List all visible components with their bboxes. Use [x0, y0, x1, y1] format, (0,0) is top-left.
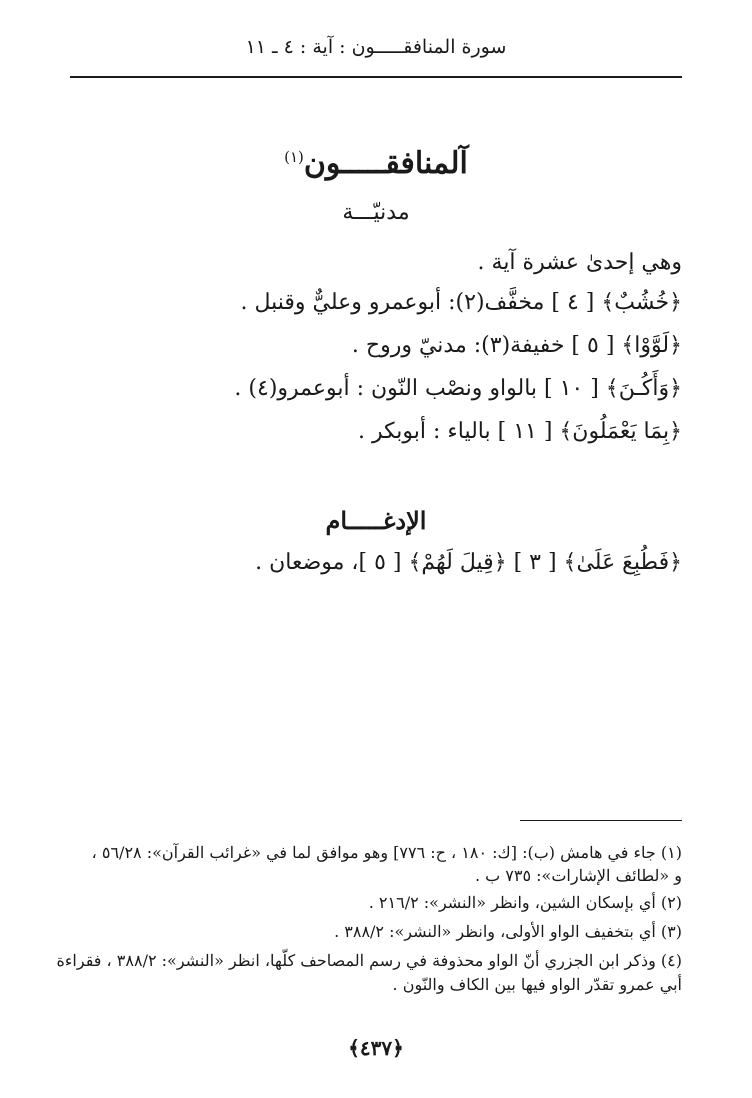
page-number: ﴿٤٣٧﴾: [348, 1036, 404, 1060]
footnote-divider: [520, 820, 682, 821]
surah-title: [0, 146, 752, 181]
verse-count-line: وهي إحدىٰ عشرة آية .: [477, 250, 682, 275]
running-header: سورة المنافقـــــون : آية : ٤ ـ ١١: [245, 36, 507, 58]
footnote-1-continued: و «لطائف الإشارات»: ٧٣٥ ب .: [474, 866, 682, 885]
footnote-1: (١) جاء في هامش (ب): [ك: ١٨٠ ، ح: ٧٧٦] وهو موافق لما في «غرائب القرآن»: ٥٦/٢٨ ،: [91, 843, 682, 862]
idgham-heading: الإدغـــــام: [325, 506, 427, 535]
footnote-3: (٣) أي بتخفيف الواو الأولى، وانظر «النشر»: ٣٨٨/٢ .: [334, 922, 682, 941]
reading-line: ﴿بِمَا يَعْمَلُونَ﴾ [ ١١ ] بالياء : أبوبكر .: [358, 419, 682, 444]
footnote-4: (٤) وذكر ابن الجزري أنّ الواو محذوفة في رسم المصاحف كلّها، انظر «النشر»: ٣٨٨/٢ ، فقراءة: [56, 951, 682, 970]
footnote-4-continued: أبي عمرو تقدّر الواو فيها بين الكاف والنّون .: [392, 975, 682, 994]
reading-line: ﴿وَأَكُـنَ﴾ [ ١٠ ] بالواو ونصْب النّون : أبوعمرو(٤) .: [234, 376, 682, 401]
footnote-2: (٢) أي بإسكان الشين، وانظر «النشر»: ٢١٦/٢ .: [368, 893, 682, 912]
reading-line: ﴿لَوَّوْا﴾ [ ٥ ] خفيفة(٣): مدنيّ وروح .: [351, 333, 682, 358]
reading-line: ﴿خُشُبٌ﴾ [ ٤ ] مخفَّف(٢): أبوعمرو وعليٌّ وقنبل .: [240, 290, 682, 315]
title-footnote-marker: (١): [284, 148, 304, 166]
header-divider: [70, 76, 682, 78]
surah-name: آلمنافقـــــون: [303, 146, 468, 181]
revelation-type: مدنيّـــة: [342, 200, 410, 225]
idgham-line: ﴿فَطُبِعَ عَلَىٰ﴾ [ ٣ ] ﴿قِيلَ لَهُمْ﴾ [ ٥ ]، موضعان .: [255, 550, 682, 575]
